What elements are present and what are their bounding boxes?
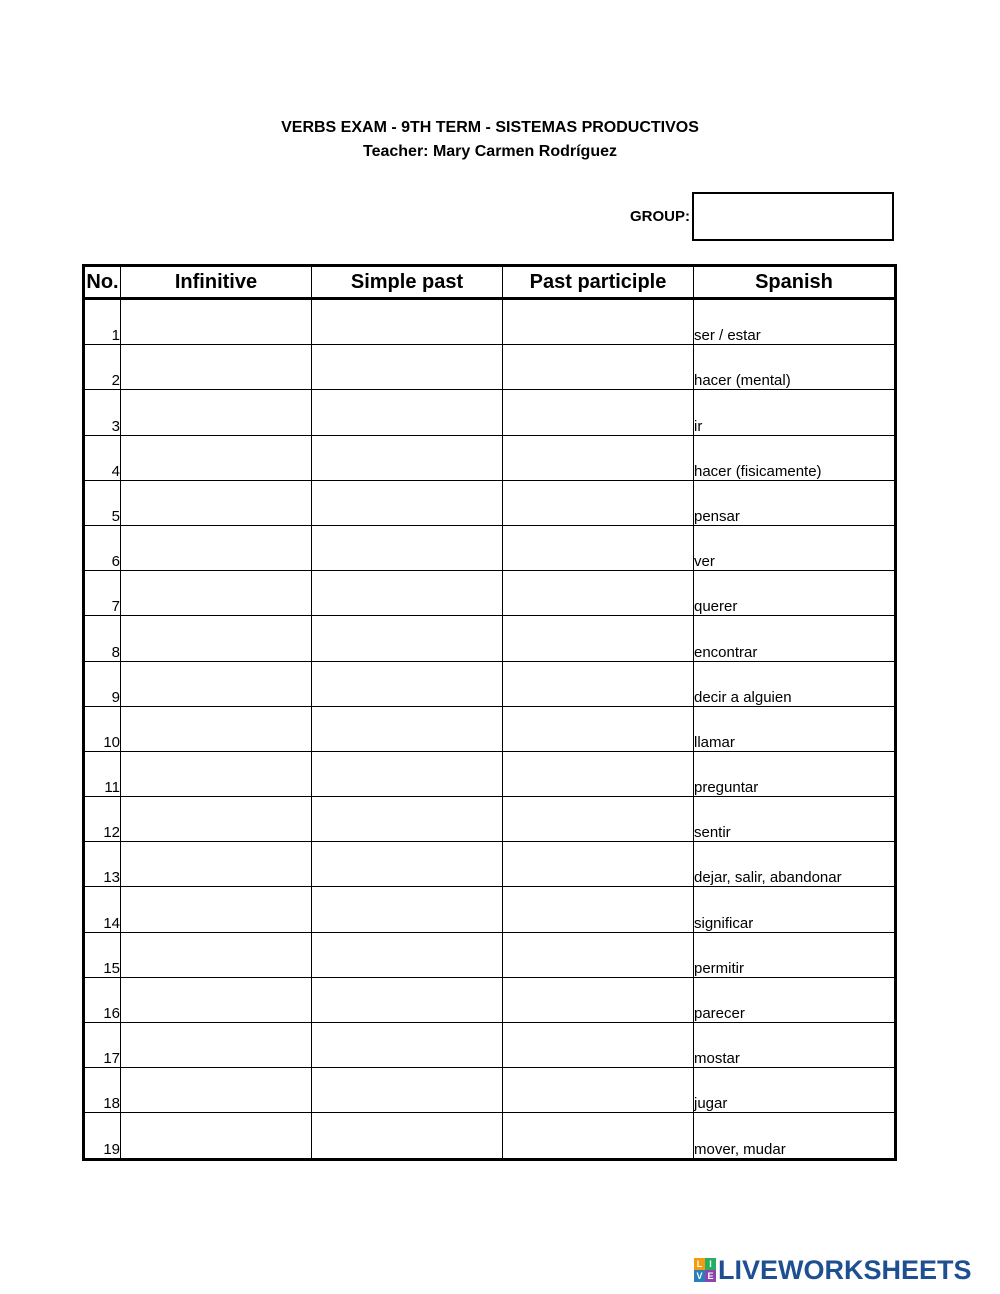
logo-mark-letter: I [705,1258,716,1270]
simple-past-cell [312,751,503,796]
past-participle-cell [503,932,694,977]
infinitive-input[interactable] [121,1113,311,1157]
table-header-row [84,266,896,299]
infinitive-cell [121,390,312,435]
past-participle-input[interactable] [503,1023,693,1067]
past-participle-cell [503,842,694,887]
logo-mark-letter: V [694,1270,705,1282]
past-participle-input[interactable] [503,933,693,977]
row-number: 2 [84,345,121,390]
exam-title: VERBS EXAM - 9TH TERM - SISTEMAS PRODUCTIVOS [281,119,699,136]
row-number: 10 [84,706,121,751]
past-participle-input[interactable] [503,752,693,796]
row-number: 19 [84,1113,121,1159]
simple-past-input[interactable] [312,436,502,480]
spanish-meaning: permitir [694,932,896,977]
past-participle-cell [503,616,694,661]
simple-past-cell [312,706,503,751]
spanish-meaning: hacer (mental) [694,345,896,390]
group-label: GROUP: [630,208,690,225]
infinitive-input[interactable] [121,662,311,706]
row-number: 11 [84,751,121,796]
spanish-meaning: jugar [694,1068,896,1113]
spanish-meaning: mostar [694,1023,896,1068]
infinitive-input[interactable] [121,842,311,886]
liveworksheets-logo [694,1256,972,1284]
spanish-meaning: ir [694,390,896,435]
infinitive-cell [121,616,312,661]
simple-past-input[interactable] [312,1068,502,1112]
row-number: 15 [84,932,121,977]
past-participle-input[interactable] [503,526,693,570]
spanish-meaning: sentir [694,797,896,842]
infinitive-input[interactable] [121,526,311,570]
row-number: 16 [84,977,121,1022]
past-participle-input[interactable] [503,1113,693,1157]
infinitive-input[interactable] [121,978,311,1022]
simple-past-input[interactable] [312,707,502,751]
past-participle-cell [503,525,694,570]
infinitive-input[interactable] [121,707,311,751]
row-number: 17 [84,1023,121,1068]
row-number: 7 [84,571,121,616]
table-row [84,1068,896,1113]
verbs-table [82,264,897,1161]
past-participle-cell [503,887,694,932]
infinitive-cell [121,932,312,977]
spanish-meaning: pensar [694,480,896,525]
group-input[interactable] [694,194,892,239]
infinitive-input[interactable] [121,887,311,931]
past-participle-input[interactable] [503,571,693,615]
infinitive-cell [121,299,312,345]
infinitive-cell [121,435,312,480]
past-participle-cell [503,706,694,751]
past-participle-cell [503,1113,694,1159]
infinitive-cell [121,751,312,796]
table-row [84,661,896,706]
past-participle-input[interactable] [503,1068,693,1112]
header-spanish: Spanish [694,266,896,299]
table-row [84,1113,896,1159]
simple-past-input[interactable] [312,526,502,570]
infinitive-cell [121,887,312,932]
simple-past-input[interactable] [312,1113,502,1157]
row-number: 18 [84,1068,121,1113]
simple-past-cell [312,345,503,390]
past-participle-cell [503,390,694,435]
infinitive-cell [121,842,312,887]
row-number: 14 [84,887,121,932]
simple-past-input[interactable] [312,481,502,525]
simple-past-input[interactable] [312,752,502,796]
spanish-meaning: querer [694,571,896,616]
infinitive-input[interactable] [121,571,311,615]
simple-past-input[interactable] [312,933,502,977]
simple-past-cell [312,977,503,1022]
past-participle-input[interactable] [503,481,693,525]
header-past-participle: Past participle [503,266,694,299]
infinitive-cell [121,1023,312,1068]
spanish-meaning: preguntar [694,751,896,796]
table-row [84,706,896,751]
infinitive-input[interactable] [121,345,311,389]
simple-past-cell [312,480,503,525]
teacher-name: Teacher: Mary Carmen Rodríguez [363,143,617,160]
simple-past-cell [312,299,503,345]
past-participle-cell [503,571,694,616]
simple-past-cell [312,842,503,887]
past-participle-input[interactable] [503,616,693,660]
simple-past-input[interactable] [312,345,502,389]
spanish-meaning: hacer (fisicamente) [694,435,896,480]
simple-past-input[interactable] [312,797,502,841]
past-participle-cell [503,1023,694,1068]
past-participle-cell [503,480,694,525]
table-row [84,842,896,887]
table-row [84,435,896,480]
infinitive-cell [121,525,312,570]
infinitive-cell [121,977,312,1022]
row-number: 6 [84,525,121,570]
row-number: 12 [84,797,121,842]
table-row [84,887,896,932]
simple-past-input[interactable] [312,1023,502,1067]
simple-past-input[interactable] [312,571,502,615]
infinitive-cell [121,480,312,525]
simple-past-input[interactable] [312,300,502,344]
table-row [84,616,896,661]
past-participle-input[interactable] [503,887,693,931]
table-row [84,932,896,977]
infinitive-cell [121,661,312,706]
row-number: 4 [84,435,121,480]
infinitive-input[interactable] [121,933,311,977]
table-row [84,345,896,390]
logo-mark-letter: L [694,1258,705,1270]
spanish-meaning: ser / estar [694,299,896,345]
simple-past-cell [312,887,503,932]
row-number: 8 [84,616,121,661]
infinitive-input[interactable] [121,1023,311,1067]
past-participle-cell [503,751,694,796]
table-row [84,797,896,842]
infinitive-cell [121,706,312,751]
spanish-meaning: llamar [694,706,896,751]
simple-past-cell [312,525,503,570]
simple-past-input[interactable] [312,616,502,660]
simple-past-cell [312,661,503,706]
infinitive-input[interactable] [121,390,311,434]
infinitive-cell [121,571,312,616]
past-participle-input[interactable] [503,300,693,344]
infinitive-cell [121,797,312,842]
spanish-meaning: decir a alguien [694,661,896,706]
infinitive-input[interactable] [121,436,311,480]
simple-past-cell [312,1113,503,1159]
infinitive-cell [121,1113,312,1159]
logo-mark-icon [694,1258,716,1282]
past-participle-input[interactable] [503,436,693,480]
table-row [84,390,896,435]
spanish-meaning: parecer [694,977,896,1022]
row-number: 13 [84,842,121,887]
header-infinitive: Infinitive [121,266,312,299]
past-participle-cell [503,345,694,390]
simple-past-cell [312,797,503,842]
past-participle-cell [503,661,694,706]
past-participle-input[interactable] [503,662,693,706]
simple-past-input[interactable] [312,390,502,434]
spanish-meaning: dejar, salir, abandonar [694,842,896,887]
past-participle-input[interactable] [503,978,693,1022]
past-participle-input[interactable] [503,707,693,751]
row-number: 5 [84,480,121,525]
infinitive-cell [121,1068,312,1113]
infinitive-input[interactable] [121,481,311,525]
spanish-meaning: encontrar [694,616,896,661]
past-participle-cell [503,299,694,345]
simple-past-cell [312,571,503,616]
table-row [84,751,896,796]
past-participle-input[interactable] [503,390,693,434]
infinitive-input[interactable] [121,752,311,796]
simple-past-cell [312,1023,503,1068]
past-participle-cell [503,977,694,1022]
table-row [84,480,896,525]
infinitive-input[interactable] [121,616,311,660]
simple-past-cell [312,390,503,435]
row-number: 1 [84,299,121,345]
table-row [84,977,896,1022]
logo-text: LIVEWORKSHEETS [718,1254,972,1285]
past-participle-cell [503,797,694,842]
simple-past-input[interactable] [312,662,502,706]
infinitive-input[interactable] [121,797,311,841]
infinitive-input[interactable] [121,300,311,344]
table-row [84,299,896,345]
table-row [84,1023,896,1068]
simple-past-cell [312,932,503,977]
table-row [84,525,896,570]
table-row [84,571,896,616]
simple-past-cell [312,435,503,480]
past-participle-input[interactable] [503,797,693,841]
header-no: No. [84,266,121,299]
simple-past-input[interactable] [312,887,502,931]
simple-past-input[interactable] [312,978,502,1022]
infinitive-cell [121,345,312,390]
spanish-meaning: significar [694,887,896,932]
simple-past-cell [312,616,503,661]
header-simple-past: Simple past [312,266,503,299]
infinitive-input[interactable] [121,1068,311,1112]
group-field-box [692,192,894,241]
past-participle-input[interactable] [503,345,693,389]
past-participle-cell [503,435,694,480]
logo-mark-letter: E [705,1270,716,1282]
spanish-meaning: ver [694,525,896,570]
simple-past-input[interactable] [312,842,502,886]
past-participle-cell [503,1068,694,1113]
row-number: 9 [84,661,121,706]
simple-past-cell [312,1068,503,1113]
spanish-meaning: mover, mudar [694,1113,896,1159]
row-number: 3 [84,390,121,435]
past-participle-input[interactable] [503,842,693,886]
